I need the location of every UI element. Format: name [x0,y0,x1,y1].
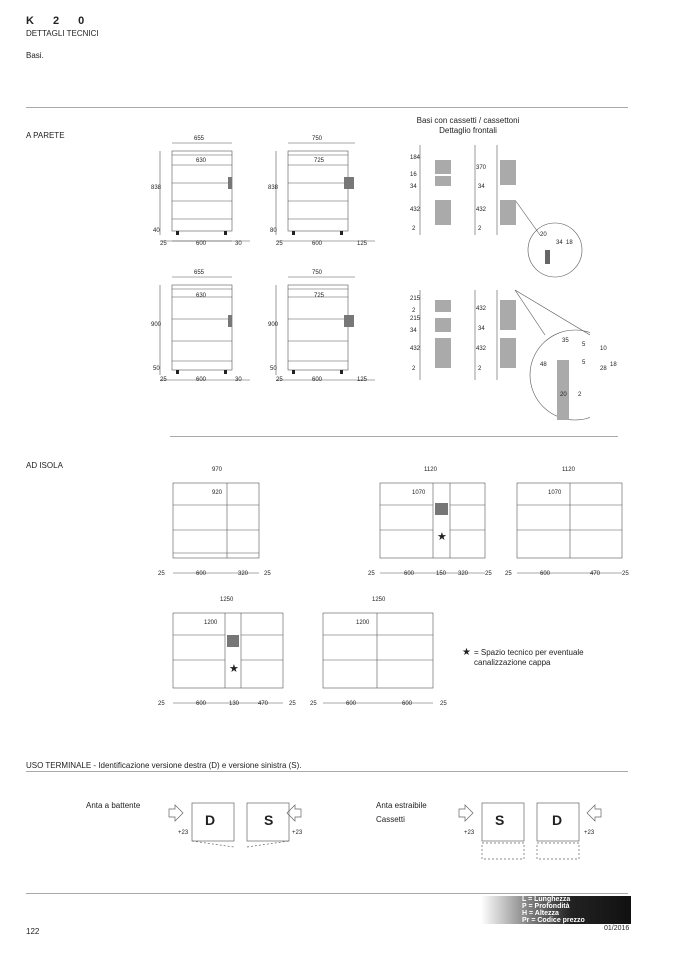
fd-zoom1-1: 34 [556,240,563,246]
uso-terminale-heading: USO TERMINALE - Identificazione versione destra (D) e versione sinistra (S). [26,761,302,770]
wu1-b-left: 25 [160,241,167,247]
terminal-estraibile-drawing [455,795,605,870]
iu1-inner: 920 [212,490,223,496]
iu4-d0: 25 [158,701,165,707]
note-line-2: canalizzazione cappa [474,658,551,667]
fd-top-0: 184 [410,155,421,161]
iu2-d0: 25 [368,571,375,577]
iu3-d2: 470 [590,571,601,577]
fd-zoom2-0: 35 [562,338,569,344]
fd-zoom2-5: 28 [600,366,607,372]
page-subtitle: DETTAGLI TECNICI [26,29,99,38]
iu1-d2: 320 [238,571,249,577]
section-title: Basi. [26,51,44,60]
fd-zoom2-6: 20 [560,392,567,398]
iu2-d3: 320 [458,571,469,577]
offset-right: +23 [584,830,595,836]
wu2-b-left: 25 [276,241,283,247]
wu4-inner: 725 [314,293,325,299]
legend-p: P = Profondità [522,903,570,910]
iu3-d0: 25 [505,571,512,577]
fd-top2-0: 370 [476,165,487,171]
wu1-b-mid: 600 [196,241,207,247]
iu2-d4: 25 [485,571,492,577]
wu3-height: 900 [151,322,162,328]
iu1-d1: 600 [196,571,207,577]
wu4-outer: 750 [312,270,323,276]
fd-bot2-2: 432 [476,346,487,352]
island-units-drawing [155,465,635,715]
legend-h: H = Altezza [522,910,559,917]
star-icon: ★ [437,531,447,543]
wu1-b-right: 30 [235,241,242,247]
iu3-outer: 1120 [562,467,575,473]
date-label: 01/2016 [604,925,630,932]
wu1-height: 838 [151,185,162,191]
fd-bot-5: 2 [412,366,416,372]
wu1-inner: 630 [196,158,207,164]
fd-bot-2: 215 [410,316,421,322]
iu3-d3: 25 [622,571,629,577]
fd-top-4: 2 [412,226,416,232]
iu4-d1: 600 [196,701,207,707]
cassetti-label: Cassetti [376,815,405,824]
wu4-b-left: 25 [276,377,283,383]
wu2-outer: 750 [312,136,323,142]
wu4-b-right: 125 [357,377,368,383]
wu2-b-right: 125 [357,241,368,247]
legend [522,896,585,924]
divider [26,893,628,894]
wu2-inner: 725 [314,158,325,164]
iu5-d3: 25 [440,701,447,707]
iu5-d0: 25 [310,701,317,707]
version-s-label: S [495,812,505,828]
page-number: 122 [26,927,40,936]
wu2-height: 838 [268,185,279,191]
fd-bot2-3: 2 [478,366,482,372]
wall-units-drawing [150,135,380,395]
fd-zoom2-1: 5 [582,342,586,348]
iu3-d1: 600 [540,571,551,577]
iu5-inner: 1200 [356,620,370,626]
fd-top2-2: 432 [476,207,487,213]
wu2-b-mid: 600 [312,241,323,247]
fd-zoom2-8: 18 [610,362,617,368]
iu2-outer: 1120 [424,467,437,473]
divider [170,436,618,437]
iu3-inner: 1070 [548,490,562,496]
wu3-outer: 655 [194,270,205,276]
fd-bot-0: 215 [410,296,421,302]
iu4-d4: 25 [289,701,296,707]
wu3-b-mid: 600 [196,377,207,383]
frontali-caption-1: Basi con cassetti / cassettoni [416,116,520,125]
front-detail-drawing [405,140,590,425]
wu1-foot: 40 [153,228,160,234]
fd-bot2-0: 432 [476,306,487,312]
wu3-inner: 630 [196,293,207,299]
wu1-outer: 655 [194,136,205,142]
note-star-icon: ★ [462,647,471,658]
iu1-outer: 970 [212,467,223,473]
anta-estraibile-label: Anta estraibile [376,801,427,810]
fd-zoom2-2: 10 [600,346,607,352]
fd-top2-1: 34 [478,184,485,190]
fd-zoom2-7: 2 [578,392,582,398]
version-s-label: S [264,812,274,828]
fd-top-2: 34 [410,184,417,190]
legend-pr: Pr = Codice prezzo [522,917,585,924]
ad-isola-heading: AD ISOLA [26,461,63,470]
fd-top-3: 432 [410,207,421,213]
iu2-d1: 600 [404,571,415,577]
version-d-label: D [552,812,563,828]
note-line-1: = Spazio tecnico per eventuale [474,648,584,657]
wu2-foot: 80 [270,228,277,234]
wu3-b-right: 30 [235,377,242,383]
frontali-caption-2: Dettaglio frontali [439,126,497,135]
star-icon: ★ [229,663,239,675]
iu4-outer: 1250 [220,597,234,603]
wu4-b-mid: 600 [312,377,323,383]
iu4-d3: 470 [258,701,269,707]
legend-l: L = Lunghezza [522,896,571,903]
offset-right: +23 [292,830,303,836]
version-d-label: D [205,812,216,828]
fd-bot-4: 432 [410,346,421,352]
anta-battente-label: Anta a battente [86,801,141,810]
divider [26,107,628,108]
fd-top-1: 16 [410,172,417,178]
wu4-foot: 50 [270,366,277,372]
fd-bot-1: 2 [412,308,416,314]
iu5-outer: 1250 [372,597,386,603]
wu3-foot: 50 [153,366,160,372]
iu4-d2: 130 [229,701,240,707]
iu1-d0: 25 [158,571,165,577]
iu2-inner: 1070 [412,490,426,496]
fd-zoom2-3: 5 [582,360,586,366]
wu3-b-left: 25 [160,377,167,383]
iu5-d1: 600 [346,701,357,707]
iu1-d3: 25 [264,571,271,577]
fd-bot-3: 34 [410,328,417,334]
a-parete-heading: A PARETE [26,131,65,140]
wu4-height: 900 [268,322,279,328]
fd-zoom1-2: 18 [566,240,573,246]
fd-zoom1-0: 20 [540,232,547,238]
iu2-d2: 150 [436,571,447,577]
fd-bot2-1: 34 [478,326,485,332]
offset-left: +23 [464,830,475,836]
fd-zoom2-4: 48 [540,362,547,368]
divider [26,771,628,772]
iu5-d2: 600 [402,701,413,707]
iu4-inner: 1200 [204,620,218,626]
brand-logo: K 2 0 [26,15,93,27]
offset-left: +23 [178,830,189,836]
fd-top2-3: 2 [478,226,482,232]
